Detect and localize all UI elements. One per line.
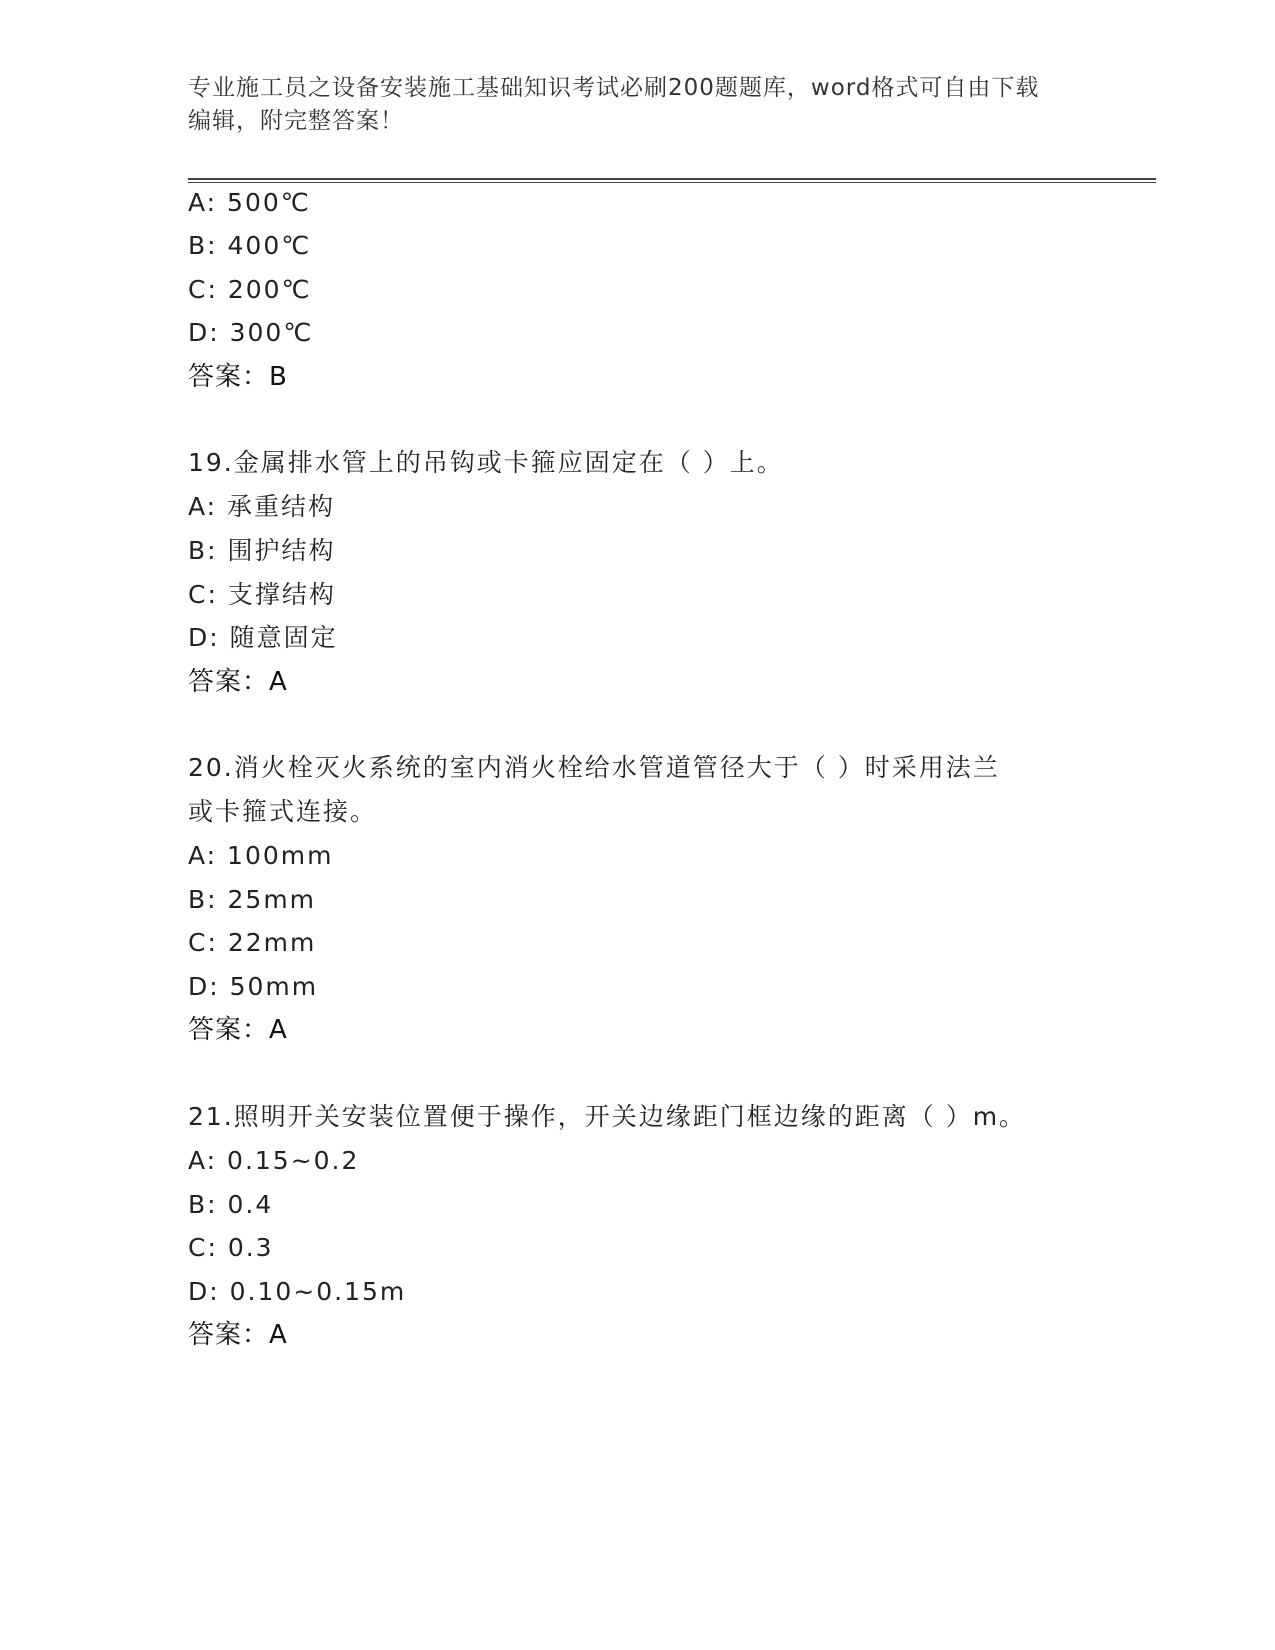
header-line-1: 专业施工员之设备安装施工基础知识考试必刷200题题库，word格式可自由下载: [188, 75, 1040, 101]
option-c: C: 0.3: [188, 1233, 274, 1262]
header-divider: [188, 178, 1156, 183]
option-c: C: 支撑结构: [188, 580, 336, 609]
option-b: B: 25mm: [188, 885, 317, 914]
option-d: D: 50mm: [188, 972, 319, 1001]
answer-line: 答案：A: [188, 1320, 288, 1350]
option-a: A: 0.15~0.2: [188, 1146, 360, 1175]
header-line-2: 编辑，附完整答案！: [188, 108, 404, 134]
question-20-stem-line-2: 或卡箍式连接。: [188, 797, 378, 826]
question-19-stem: 19.金属排水管上的吊钩或卡箍应固定在（ ）上。: [188, 448, 784, 477]
option-b: B: 0.4: [188, 1190, 274, 1219]
option-a: A: 100mm: [188, 841, 334, 870]
question-20-stem-line-1: 20.消火栓灭火系统的室内消火栓给水管道管径大于（ ）时采用法兰: [188, 753, 1000, 782]
option-d: D: 300℃: [188, 318, 314, 347]
option-d: D: 0.10~0.15m: [188, 1277, 407, 1306]
option-b: B: 400℃: [188, 231, 312, 260]
option-a: A: 承重结构: [188, 492, 336, 521]
answer-line: 答案：B: [188, 362, 288, 392]
answer-line: 答案：A: [188, 667, 288, 697]
question-21-stem: 21.照明开关安装位置便于操作，开关边缘距门框边缘的距离（ ）m。: [188, 1102, 1027, 1131]
option-d: D: 随意固定: [188, 623, 338, 652]
document-header: [188, 72, 1088, 138]
option-c: C: 200℃: [188, 275, 312, 304]
option-c: C: 22mm: [188, 928, 317, 957]
option-b: B: 围护结构: [188, 536, 336, 565]
answer-line: 答案：A: [188, 1015, 288, 1045]
option-a: A: 500℃: [188, 188, 311, 217]
